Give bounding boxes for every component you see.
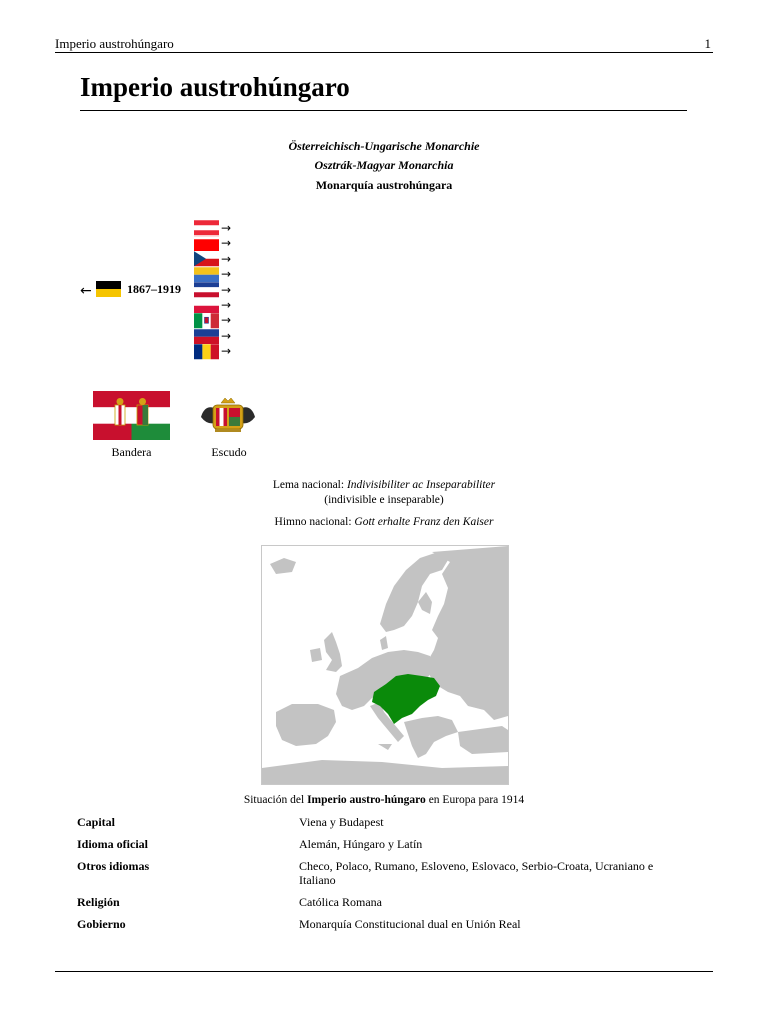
- running-header-title: Imperio austrohúngaro: [55, 36, 174, 51]
- anthem-label[interactable]: Himno nacional:: [274, 516, 352, 528]
- successor-arrow-icon[interactable]: →: [221, 282, 232, 297]
- info-row-official-language: [77, 837, 692, 851]
- info-key: Capital: [77, 815, 116, 829]
- motto-translation: (indivisible e inseparable): [324, 494, 444, 506]
- successor-flag-czechoslovakia-icon[interactable]: [194, 251, 219, 267]
- info-key: Idioma oficial: [77, 837, 148, 851]
- coat-of-arms-image[interactable]: [197, 395, 259, 435]
- successor-arrow-icon[interactable]: →: [221, 313, 232, 328]
- map-caption-bold: Imperio austro-húngaro: [307, 794, 426, 806]
- successor-arrow-icon[interactable]: →: [221, 236, 232, 251]
- successor-flag-austria-icon[interactable]: [194, 220, 219, 236]
- info-value[interactable]: Checo, Polaco, Rumano, Esloveno, Eslovaco, Serbio-Croata, Ucraniano e Italiano: [299, 859, 654, 887]
- page-number: 1: [704, 36, 711, 51]
- motto-label[interactable]: Lema nacional:: [272, 479, 345, 491]
- successor-flag-poland-icon[interactable]: [194, 298, 219, 314]
- info-key: Gobierno: [77, 917, 126, 931]
- anthem-value[interactable]: Gott erhalte Franz den Kaiser: [354, 516, 494, 528]
- info-value[interactable]: Alemán, Húngaro y Latín: [299, 837, 423, 851]
- footer-rule: [55, 971, 713, 972]
- header-rule: [55, 52, 713, 53]
- successor-flag-yugoslavia-icon[interactable]: [194, 282, 219, 298]
- predecessor-arrow-icon[interactable]: ←: [80, 283, 92, 299]
- info-table: [77, 815, 692, 939]
- motto-value: Indivisibiliter ac Inseparabiliter: [346, 479, 496, 491]
- anthem-line: [184, 516, 584, 528]
- successor-arrow-icon[interactable]: →: [221, 328, 232, 343]
- successor-flag-ukraine-icon[interactable]: [194, 267, 219, 283]
- successor-arrow-icon[interactable]: →: [221, 221, 232, 235]
- predecessor-flag-icon[interactable]: [96, 281, 121, 297]
- successor-flag-liechtenstein-icon[interactable]: [194, 329, 219, 345]
- native-name-german: Österreichisch-Ungarische Monarchie: [288, 139, 480, 153]
- motto-line: [184, 479, 584, 491]
- successor-flag-romania-icon[interactable]: [194, 344, 219, 360]
- successor-flag-hungary-icon[interactable]: [194, 236, 219, 252]
- info-row-religion: [77, 895, 692, 909]
- successor-arrow-icon[interactable]: →: [221, 251, 232, 266]
- successor-arrow-icon[interactable]: →: [221, 298, 232, 313]
- national-flag-image[interactable]: [93, 391, 170, 440]
- info-value[interactable]: Católica Romana: [299, 895, 382, 909]
- info-row-capital: [77, 815, 692, 829]
- succession-years: 1867–1919: [127, 282, 181, 296]
- successor-flag-italy-icon[interactable]: [194, 313, 219, 329]
- europe-map-svg: [262, 546, 508, 784]
- info-value[interactable]: Viena y Budapest: [299, 815, 384, 829]
- page-title: Imperio austrohúngaro: [80, 72, 350, 102]
- running-header: [55, 36, 713, 52]
- flag-caption[interactable]: Bandera: [111, 445, 152, 459]
- info-row-other-languages: [77, 859, 692, 887]
- coat-of-arms-caption[interactable]: Escudo: [211, 445, 247, 459]
- info-key: Otros idiomas: [77, 859, 150, 873]
- successor-flags: [194, 220, 220, 360]
- successor-arrow-icon[interactable]: →: [221, 267, 232, 282]
- title-rule: [80, 110, 687, 111]
- info-value[interactable]: Monarquía Constitucional dual en Unión Real: [299, 917, 521, 931]
- native-name-hungarian: Osztrák-Magyar Monarchia: [314, 158, 454, 172]
- map-caption-post: en Europa para 1914: [428, 794, 525, 806]
- map-caption-pre: Situación del: [243, 794, 305, 806]
- europe-map-image[interactable]: [261, 545, 509, 785]
- successor-arrows: [221, 221, 237, 360]
- info-key: Religión: [77, 895, 120, 909]
- successor-arrow-icon[interactable]: →: [221, 344, 232, 359]
- map-caption: [134, 794, 634, 806]
- info-row-government: [77, 917, 692, 931]
- native-name-spanish: Monarquía austrohúngara: [315, 178, 453, 192]
